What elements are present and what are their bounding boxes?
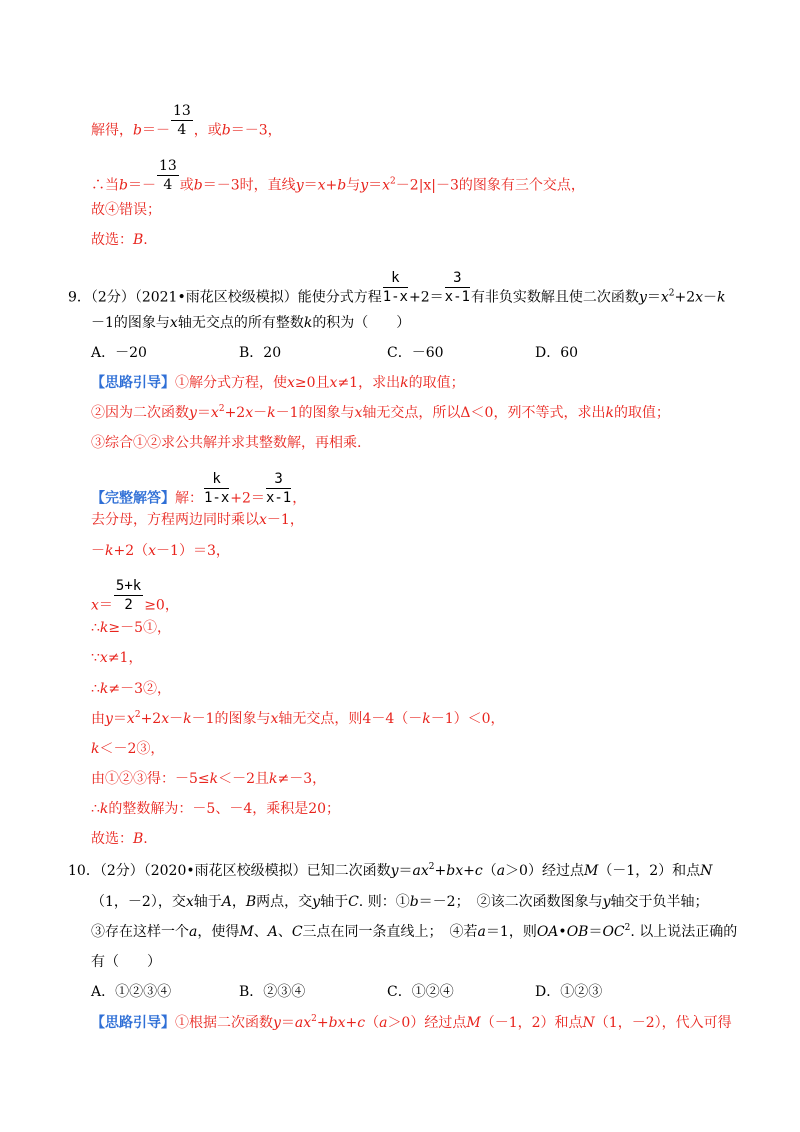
- hint-9-line-3: ③综合①②求公共解并求其整数解，再相乘.: [91, 435, 362, 451]
- question-10-line-4: 有（ ）: [91, 954, 161, 970]
- solution-line-intersections: ∴当b＝－ $\frac{13}{4}$ 或b＝－3时，直线y＝x+b与$y=x^2-2|x|-3$的图象有三个交点，: [91, 158, 585, 194]
- question-10-line-1: 10．（2分）（2020•雨花区校级模拟）已知二次函数$y=ax^2+bx+c(a>0)$经过点M（－1，2）和点N: [68, 862, 713, 879]
- fraction-k-over-1-x: $\frac{k}{1-x}$: [204, 471, 230, 506]
- question-10-line-3: ③存在这样一个a，使得M、A、C三点在同一条直线上； ④若a＝1，则$OA•OB=OC^2$. 以上说法正确的: [91, 923, 738, 940]
- solution-9-step-4: ∴k≥－5①，: [91, 620, 172, 636]
- fraction-5plusk-over-2: $\frac{5+k}{2}$: [115, 578, 142, 613]
- solution-9-step-8: k＜－2③，: [91, 741, 165, 757]
- option-c: C．①②④: [387, 984, 454, 1000]
- option-b: B．20: [239, 345, 282, 361]
- solution-9-step-3: x＝ $\frac{5+k}{2}$ ≥0，: [91, 578, 179, 614]
- option-a: A．①②③④: [91, 984, 172, 1000]
- solution-line-answer: 故选：B.: [91, 232, 148, 248]
- question-10-line-2: （1，－2），交x轴于A，B两点，交y轴于C. 则：①b＝－2； ②该二次函数图象与y轴交于负半轴；: [91, 894, 709, 910]
- hint-9-line-2: ②因为二次函数$y=x^2+2x-k-1$的图象与x轴无交点，所以Δ＜0，列不等式，求出k的取值；: [91, 404, 670, 421]
- solution-9-step-10: ∴k的整数解为：－5、－4，乘积是20；: [91, 801, 341, 817]
- hint-tag: 【思路引导】: [91, 1015, 175, 1031]
- solution-line-wrong: 故④错误；: [91, 202, 161, 218]
- solution-9-step-5: ∵x≠1，: [91, 650, 143, 666]
- solution-line-b-values: 解得，b＝－ $\frac{13}{4}$ ，或b＝－3，: [91, 103, 282, 139]
- hint-10-line-1: 【思路引导】①根据二次函数$y=ax^2+bx+c(a>0)$经过点M（－1，2）和点N（1，－2），代入可得: [91, 1014, 732, 1031]
- option-d: D．①②③: [535, 984, 603, 1000]
- solution-9-step-7: 由$y=x^2+2x-k-1$的图象与x轴无交点，则4－4（－k－1）＜0，: [91, 710, 505, 727]
- question-9-options: [91, 343, 683, 363]
- fraction-13-4: $\frac{13}{4}$: [172, 103, 191, 138]
- option-b: B．②③④: [239, 984, 306, 1000]
- question-9-line-2: －1的图象与x轴无交点的所有整数k的积为（ ）: [91, 315, 411, 331]
- hint-9-line-1: 【思路引导】①解分式方程，使x≥0且x≠1，求出k的取值；: [91, 375, 465, 391]
- option-c: C．－60: [387, 345, 444, 361]
- fraction-13-4: $\frac{13}{4}$: [158, 158, 177, 193]
- fraction-k-over-1-x: $\frac{k}{1-x}$: [382, 270, 408, 305]
- solution-9-step-1: 去分母，方程两边同时乘以x－1，: [91, 512, 304, 528]
- solution-9-step-2: －k+2（x－1）＝3，: [91, 543, 230, 559]
- question-10-options: [91, 982, 683, 1002]
- solution-tag: 【完整解答】: [91, 490, 175, 507]
- question-9-line-1: 9．（2分）（2021•雨花区校级模拟）能使分式方程 $\frac{k}{1-x}$ +2＝ $\frac{3}{x-1}$ 有非负实数解且使二次函数$y=x^2+2x-k$: [68, 270, 726, 306]
- option-d: D．60: [535, 345, 579, 361]
- hint-tag: 【思路引导】: [91, 375, 175, 391]
- solution-9-header: 【完整解答】解： $\frac{k}{1-x}$ +2＝ $\frac{3}{x-1}$ ，: [91, 471, 307, 507]
- fraction-3-over-x-1: $\frac{3}{x-1}$: [444, 270, 470, 305]
- option-a: A．－20: [91, 345, 147, 361]
- fraction-3-over-x-1: $\frac{3}{x-1}$: [265, 471, 292, 506]
- solution-9-answer: 故选：B.: [91, 831, 148, 847]
- solution-9-step-6: ∴k≠－3②，: [91, 681, 172, 697]
- solution-9-step-9: 由①②③得：－5≤k＜－2且k≠－3，: [91, 771, 327, 787]
